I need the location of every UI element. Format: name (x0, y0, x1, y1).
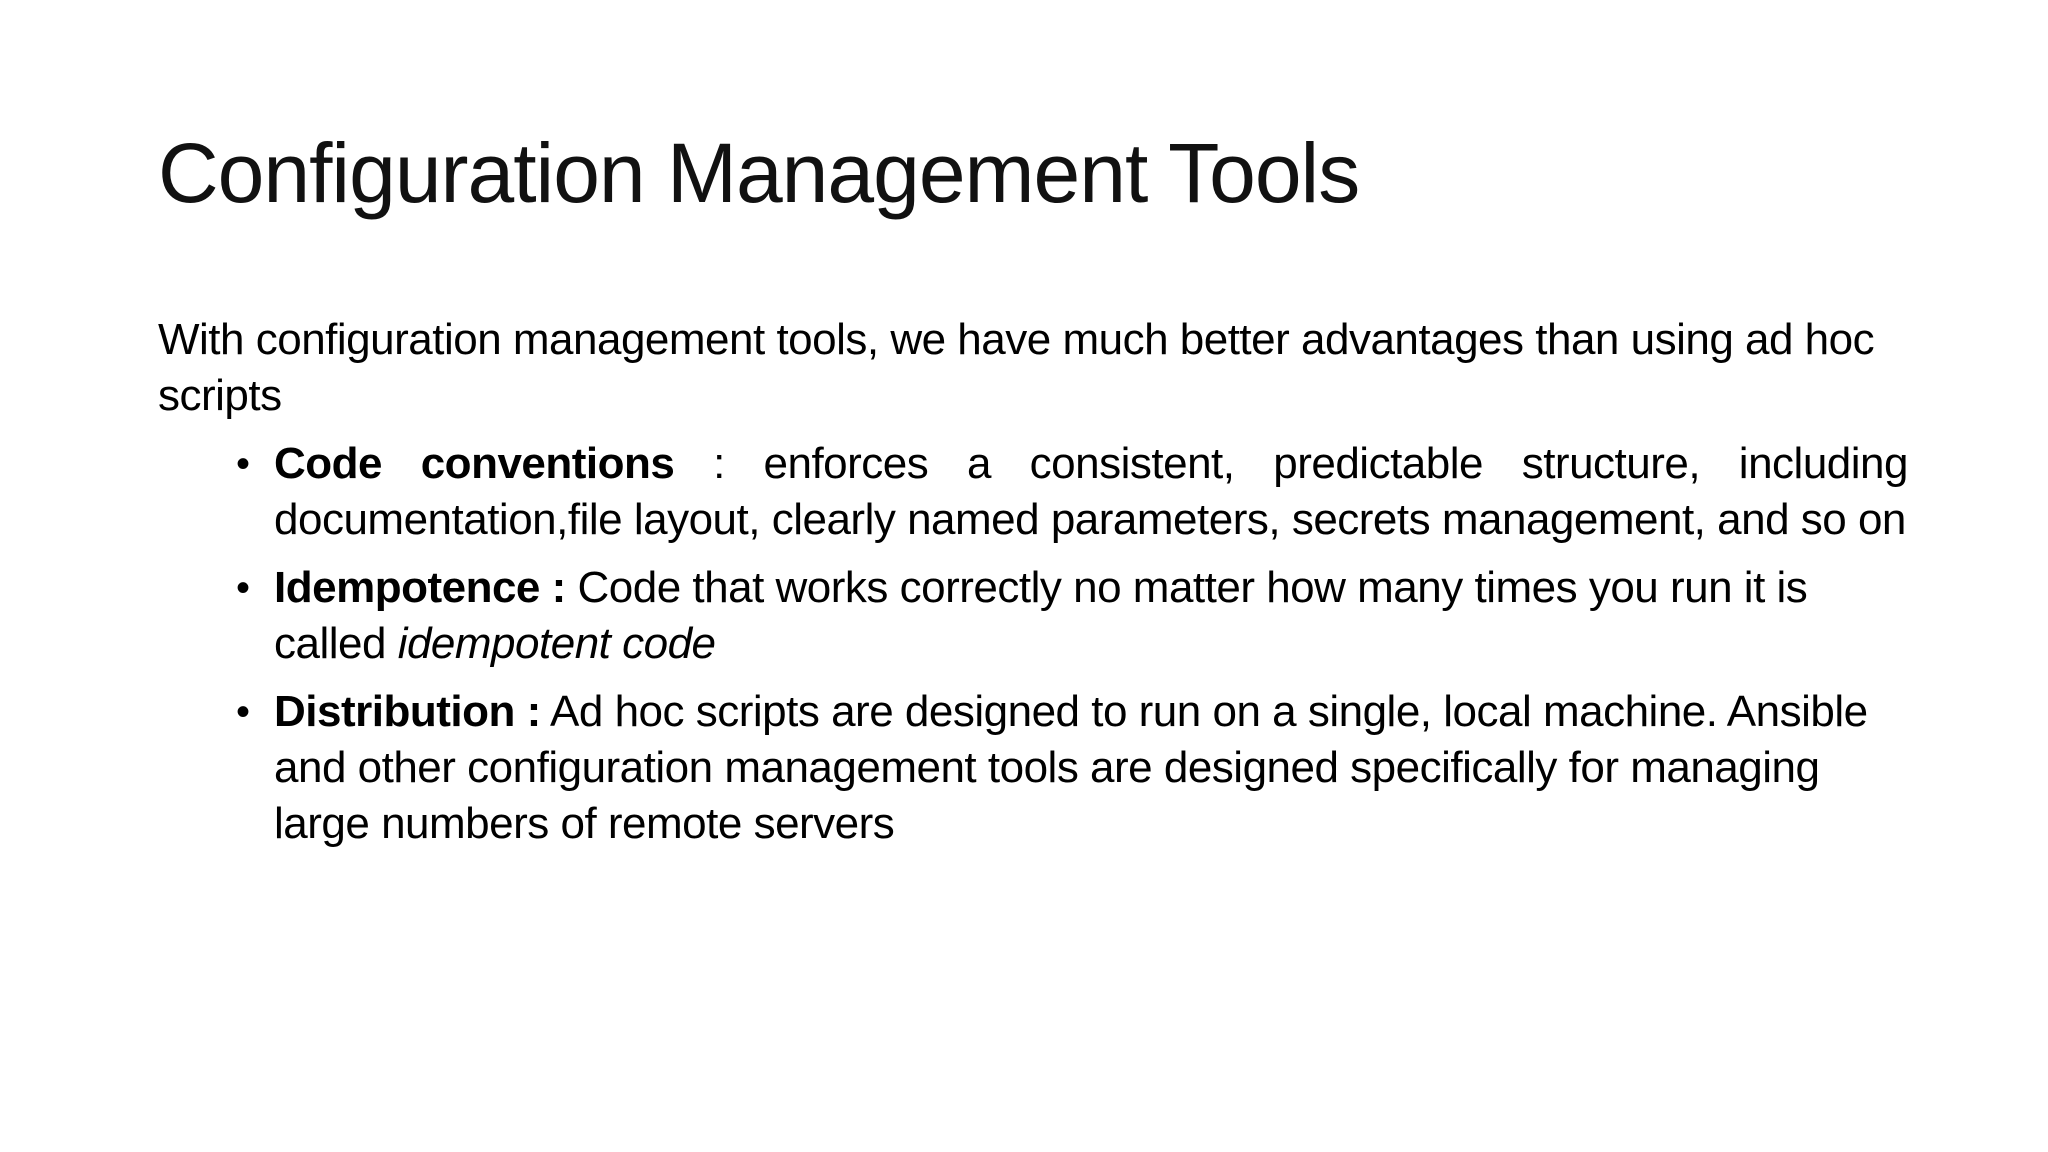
bullet-text: Ad hoc scripts are designed to run on a single, local machine. Ansible and other configuration management tools are designed specifically for managing large numbers of remote servers (274, 687, 1868, 848)
bullet-term: Idempotence : (274, 563, 566, 612)
intro-paragraph: With configuration management tools, we have much better advantages than using ad hoc scripts (158, 315, 1875, 420)
bullet-separator: : (674, 439, 764, 488)
bullet-icon: • (236, 442, 250, 486)
bullet-distribution (236, 684, 1908, 852)
bullet-term: Distribution : (274, 687, 541, 736)
bullet-list (158, 436, 1908, 852)
bullet-text: enforces a consistent, predictable structure, including documentation,file layout, clearly named parameters, secrets management, and so on (274, 439, 1908, 544)
bullet-idempotence (236, 560, 1908, 672)
bullet-emphasis: idempotent code (397, 619, 716, 668)
slide-title: Configuration Management Tools (158, 126, 1360, 220)
bullet-text: Code that works correctly no matter how many times you run it is called (274, 563, 1808, 668)
bullet-icon: • (236, 690, 250, 734)
slide-body (158, 312, 1908, 864)
bullet-code-conventions (236, 436, 1908, 548)
bullet-icon: • (236, 566, 250, 610)
bullet-term: Code conventions (274, 439, 675, 488)
